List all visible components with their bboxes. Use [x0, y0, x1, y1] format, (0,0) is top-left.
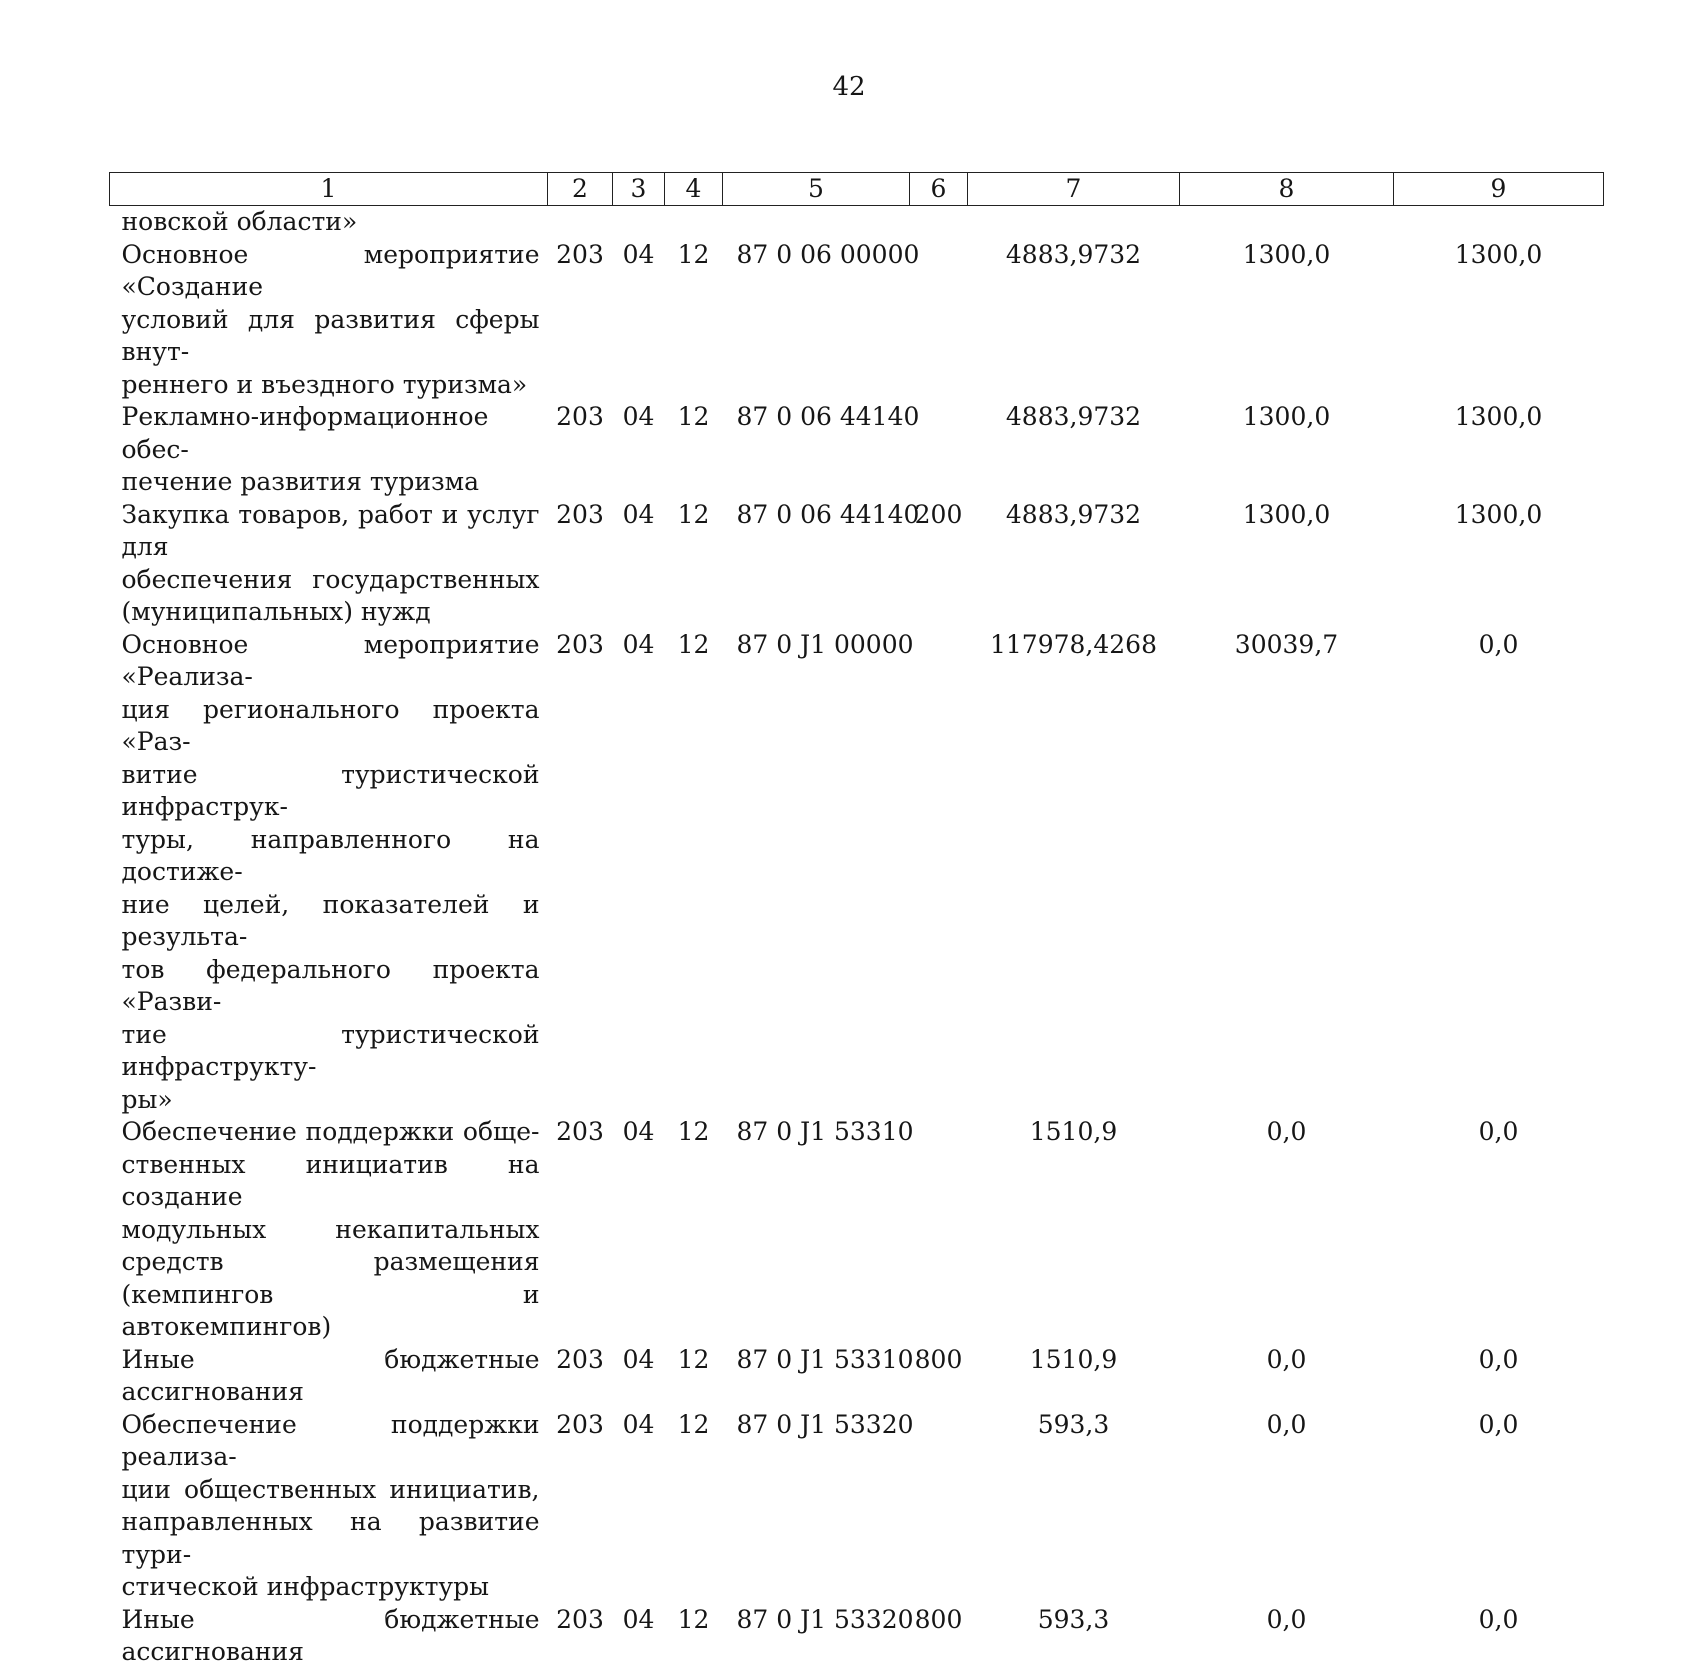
cell-col-6: 200: [914, 499, 963, 529]
name-line: тов федерального проекта «Разви-: [121, 954, 540, 1016]
cell-col-9: 1300,0: [1454, 402, 1543, 431]
cell-col-2: 203: [556, 1117, 604, 1146]
cell-col-8: 1300,0: [1242, 239, 1331, 269]
name-line: модульных некапитальных: [121, 1214, 540, 1244]
cell-col-8: 0,0: [1266, 1117, 1307, 1146]
cell-name: [110, 499, 548, 629]
cell-code: [723, 206, 910, 239]
cell-col-3: [613, 206, 665, 239]
cell-code: 87 0 06 44140: [736, 499, 920, 529]
name-line: обеспечения государственных: [121, 564, 540, 594]
cell-col-9: 1300,0: [1454, 239, 1543, 269]
cell-name: [110, 1344, 548, 1409]
name-line: печение развития туризма: [121, 467, 480, 496]
header-col-6: 6: [910, 173, 968, 206]
cell-col-6: [910, 1409, 968, 1604]
cell-col-9: 1300,0: [1454, 499, 1543, 529]
cell-col-4: 12: [677, 1344, 710, 1374]
table-row: [110, 206, 1604, 239]
cell-code: 87 0 J1 53320: [736, 1409, 914, 1439]
cell-col-6: 800: [914, 1344, 963, 1374]
cell-col-6: 800: [914, 1604, 963, 1634]
cell-col-7: 593,3: [1037, 1409, 1110, 1439]
cell-name: [110, 1409, 548, 1604]
cell-col-6: [910, 629, 968, 1117]
cell-col-3: 04: [622, 1409, 655, 1439]
cell-col-9: 0,0: [1478, 1604, 1519, 1634]
cell-col-2: 203: [556, 1604, 604, 1634]
name-line: направленных на развитие тури-: [121, 1507, 540, 1569]
cell-col-9: 0,0: [1478, 629, 1519, 659]
cell-col-3: 04: [622, 1344, 655, 1374]
budget-table-container: [109, 172, 1603, 1669]
name-line: Обеспечение поддержки реализа-: [121, 1409, 540, 1471]
name-line: Иные бюджетные ассигнования: [121, 1344, 540, 1406]
name-line: средств размещения (кемпингов и: [121, 1247, 540, 1309]
table-row: [110, 1344, 1604, 1409]
cell-col-8: 0,0: [1266, 1604, 1307, 1634]
cell-col-3: 04: [622, 629, 655, 659]
cell-col-8: 30039,7: [1234, 629, 1339, 659]
cell-col-3: 04: [622, 499, 655, 529]
cell-col-4: [665, 206, 723, 239]
name-line: автокемпингов): [121, 1312, 332, 1341]
cell-col-9: 0,0: [1478, 1344, 1519, 1374]
name-line: новской области»: [121, 207, 358, 236]
cell-name: [110, 1604, 548, 1669]
cell-name: [110, 629, 548, 1117]
cell-name: [110, 239, 548, 402]
budget-table: [109, 172, 1604, 1669]
cell-col-2: 203: [556, 1409, 604, 1439]
cell-code: 87 0 06 44140: [736, 402, 920, 431]
name-line: туры, направленного на достиже-: [121, 824, 540, 886]
cell-code: 87 0 J1 53310: [736, 1344, 914, 1374]
header-col-7: 7: [968, 173, 1180, 206]
cell-col-6: [910, 1116, 968, 1344]
cell-col-9: 0,0: [1478, 1409, 1519, 1439]
table-row: [110, 1409, 1604, 1604]
cell-col-2: 203: [556, 629, 604, 659]
cell-col-7: 4883,9732: [1005, 239, 1142, 269]
cell-code: 87 0 J1 53310: [736, 1117, 914, 1146]
table-header: [110, 173, 1604, 206]
header-col-5: 5: [723, 173, 910, 206]
header-row: [110, 173, 1604, 206]
cell-name: [110, 401, 548, 499]
header-col-1: 1: [110, 173, 548, 206]
table-row: [110, 401, 1604, 499]
cell-col-3: 04: [622, 239, 655, 269]
cell-col-4: 12: [677, 1409, 710, 1439]
cell-col-4: 12: [677, 629, 710, 659]
cell-col-7: [968, 206, 1180, 239]
name-line: Обеспечение поддержки обще-: [121, 1117, 540, 1146]
cell-col-4: 12: [677, 402, 710, 431]
cell-name: [110, 206, 548, 239]
cell-col-3: 04: [622, 402, 655, 431]
cell-col-7: 117978,4268: [989, 629, 1157, 659]
cell-col-7: 1510,9: [1029, 1117, 1118, 1146]
name-line: ние целей, показателей и результа-: [121, 889, 540, 951]
name-line: стической инфраструктуры: [121, 1572, 490, 1601]
header-col-2: 2: [548, 173, 613, 206]
cell-col-9: 0,0: [1478, 1117, 1519, 1146]
header-col-9: 9: [1394, 173, 1604, 206]
name-line: Основное мероприятие «Реализа-: [121, 629, 540, 691]
table-row: [110, 629, 1604, 1117]
cell-col-3: 04: [622, 1604, 655, 1634]
cell-code: 87 0 J1 53320: [736, 1604, 914, 1634]
cell-col-9: [1394, 206, 1604, 239]
cell-name: [110, 1116, 548, 1344]
cell-col-8: 1300,0: [1242, 402, 1331, 431]
header-col-8: 8: [1180, 173, 1394, 206]
name-line: витие туристической инфраструк-: [121, 759, 540, 821]
cell-col-7: 4883,9732: [1005, 499, 1142, 529]
name-line: реннего и въездного туризма»: [121, 369, 528, 399]
cell-col-8: 0,0: [1266, 1344, 1307, 1374]
header-col-3: 3: [613, 173, 665, 206]
cell-col-3: 04: [622, 1117, 655, 1146]
cell-col-2: 203: [556, 499, 604, 529]
table-row: [110, 1604, 1604, 1669]
name-line: условий для развития сферы внут-: [121, 304, 540, 366]
header-col-4: 4: [665, 173, 723, 206]
cell-col-8: 1300,0: [1242, 499, 1331, 529]
cell-col-4: 12: [677, 499, 710, 529]
cell-col-7: 1510,9: [1029, 1344, 1118, 1374]
cell-col-7: 4883,9732: [1005, 402, 1142, 431]
cell-code: 87 0 J1 00000: [736, 629, 914, 659]
name-line: Иные бюджетные ассигнования: [121, 1604, 540, 1666]
cell-code: 87 0 06 00000: [736, 239, 920, 269]
table-row: [110, 499, 1604, 629]
cell-col-7: 593,3: [1037, 1604, 1110, 1634]
page-number: 42: [832, 72, 866, 102]
table-row: [110, 239, 1604, 402]
name-line: ры»: [121, 1084, 173, 1114]
name-line: (муниципальных) нужд: [121, 597, 431, 626]
cell-col-2: [548, 206, 613, 239]
name-line: ции общественных инициатив,: [121, 1474, 540, 1504]
cell-col-8: 0,0: [1266, 1409, 1307, 1439]
cell-col-2: 203: [556, 239, 604, 269]
cell-col-8: [1180, 206, 1394, 239]
name-line: Рекламно-информационное обес-: [121, 402, 489, 464]
cell-col-4: 12: [677, 239, 710, 269]
cell-col-4: 12: [677, 1604, 710, 1634]
table-body: [110, 206, 1604, 1669]
name-line: Закупка товаров, работ и услуг для: [121, 499, 540, 561]
name-line: Основное мероприятие «Создание: [121, 239, 540, 301]
cell-col-6: [910, 206, 968, 239]
name-line: ственных инициатив на создание: [121, 1149, 540, 1211]
name-line: ция регионального проекта «Раз-: [121, 694, 540, 756]
cell-col-2: 203: [556, 402, 604, 431]
cell-col-2: 203: [556, 1344, 604, 1374]
name-line: тие туристической инфраструкту-: [121, 1019, 540, 1081]
cell-col-4: 12: [677, 1117, 710, 1146]
table-row: [110, 1116, 1604, 1344]
